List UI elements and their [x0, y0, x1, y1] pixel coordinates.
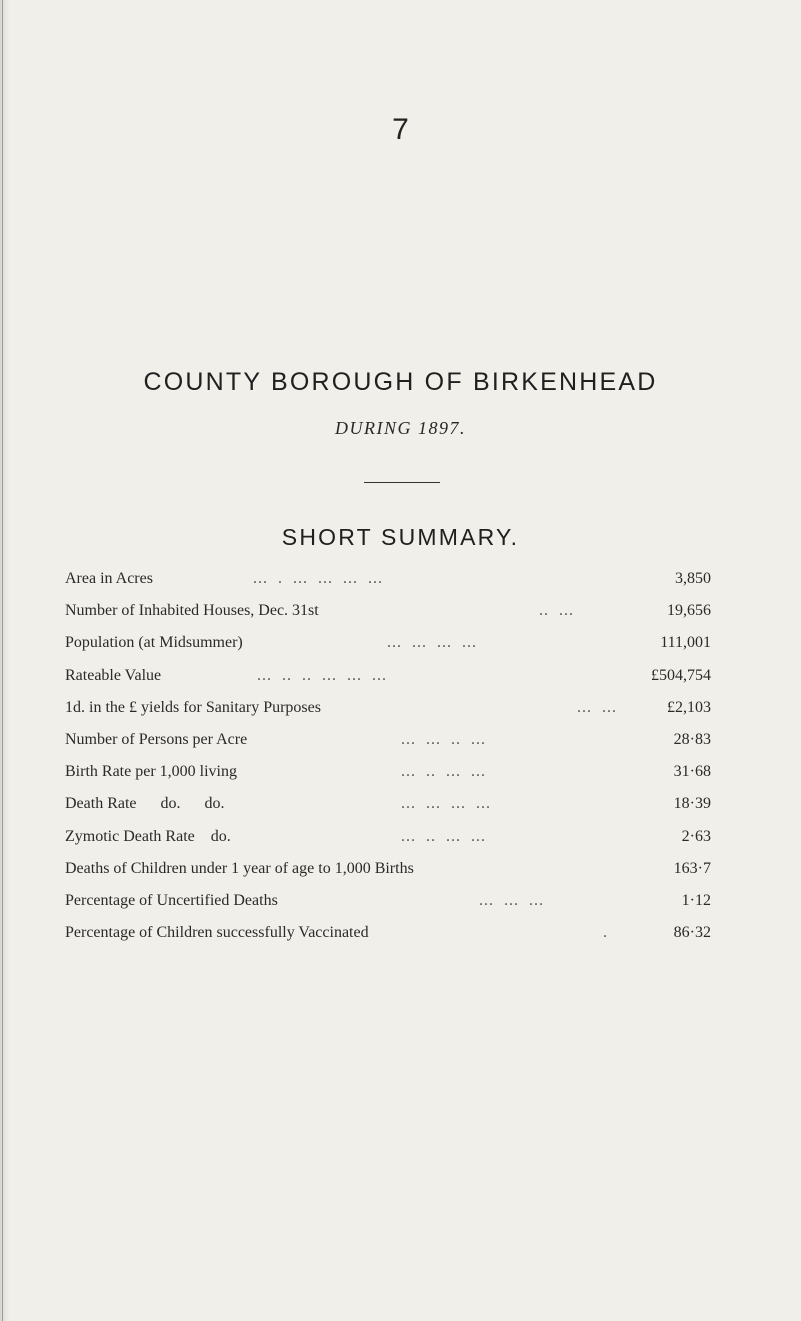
- summary-row-child-deaths: [65, 853, 711, 885]
- summary-row-birth-rate: [65, 756, 711, 788]
- summary-value-persons-per-acre: 28·83: [673, 730, 711, 748]
- summary-leader-rateable-value: ... .. .. ... ... ...: [257, 666, 387, 684]
- summary-value-rateable-value: £504,754: [651, 666, 711, 684]
- summary-label-persons-per-acre: Number of Persons per Acre: [65, 730, 248, 748]
- summary-leader-zymotic-death-rate: ... .. ... ...: [401, 827, 486, 845]
- summary-row-sanitary-yield: [65, 692, 711, 724]
- summary-value-zymotic-death-rate: 2·63: [681, 827, 711, 845]
- document-subtitle: DURING 1897.: [335, 418, 466, 438]
- summary-label-population: Population (at Midsummer): [65, 634, 243, 652]
- summary-value-vaccinated: 86·32: [673, 924, 711, 942]
- summary-label-zymotic-death-rate: Zymotic Death Rate do.: [65, 827, 231, 845]
- summary-label-uncertified-deaths: Percentage of Uncertified Deaths: [65, 891, 278, 909]
- summary-leader-vaccinated: .: [603, 924, 608, 942]
- summary-row-inhabited-houses: [65, 595, 711, 627]
- summary-table: [65, 563, 711, 949]
- summary-label-birth-rate: Birth Rate per 1,000 living: [65, 763, 237, 781]
- title-divider: [364, 482, 440, 483]
- summary-value-sanitary-yield: £2,103: [667, 698, 711, 716]
- document-title: COUNTY BOROUGH OF BIRKENHEAD: [143, 368, 658, 396]
- summary-row-vaccinated: [65, 917, 711, 949]
- summary-value-uncertified-deaths: 1·12: [681, 891, 711, 909]
- summary-leader-sanitary-yield: ... ...: [577, 698, 617, 716]
- summary-leader-population: ... ... ... ...: [387, 634, 477, 652]
- summary-label-rateable-value: Rateable Value: [65, 666, 162, 684]
- summary-label-vaccinated: Percentage of Children successfully Vaccinated: [65, 924, 369, 942]
- summary-row-population: [65, 627, 711, 659]
- summary-value-inhabited-houses: 19,656: [667, 602, 711, 620]
- summary-leader-uncertified-deaths: ... ... ...: [479, 891, 544, 909]
- summary-label-child-deaths: Deaths of Children under 1 year of age to 1,000 Births: [65, 859, 414, 877]
- summary-leader-area: ... . ... ... ... ...: [253, 570, 383, 587]
- summary-value-area: 3,850: [675, 570, 711, 587]
- summary-row-uncertified-deaths: [65, 885, 711, 917]
- summary-value-child-deaths: 163·7: [673, 859, 711, 877]
- summary-leader-death-rate: ... ... ... ...: [401, 795, 491, 813]
- summary-row-death-rate: [65, 788, 711, 820]
- summary-label-sanitary-yield: 1d. in the £ yields for Sanitary Purposes: [65, 698, 321, 716]
- summary-label-death-rate: Death Rate do. do.: [65, 795, 225, 813]
- summary-label-inhabited-houses: Number of Inhabited Houses, Dec. 31st: [65, 602, 319, 620]
- summary-row-persons-per-acre: [65, 724, 711, 756]
- summary-leader-birth-rate: ... .. ... ...: [401, 763, 486, 781]
- summary-value-birth-rate: 31·68: [673, 763, 711, 781]
- summary-value-population: 111,001: [660, 634, 711, 652]
- summary-row-rateable-value: [65, 660, 711, 692]
- summary-row-zymotic-death-rate: [65, 821, 711, 853]
- summary-heading: SHORT SUMMARY.: [281, 524, 520, 550]
- summary-leader-inhabited-houses: .. ...: [539, 602, 574, 620]
- summary-row-area: [65, 563, 711, 595]
- summary-label-area: Area in Acres: [65, 570, 153, 587]
- scan-border-line: [2, 0, 3, 1321]
- summary-leader-persons-per-acre: ... ... .. ...: [401, 730, 486, 748]
- summary-value-death-rate: 18·39: [673, 795, 711, 813]
- page-number: 7: [392, 113, 409, 146]
